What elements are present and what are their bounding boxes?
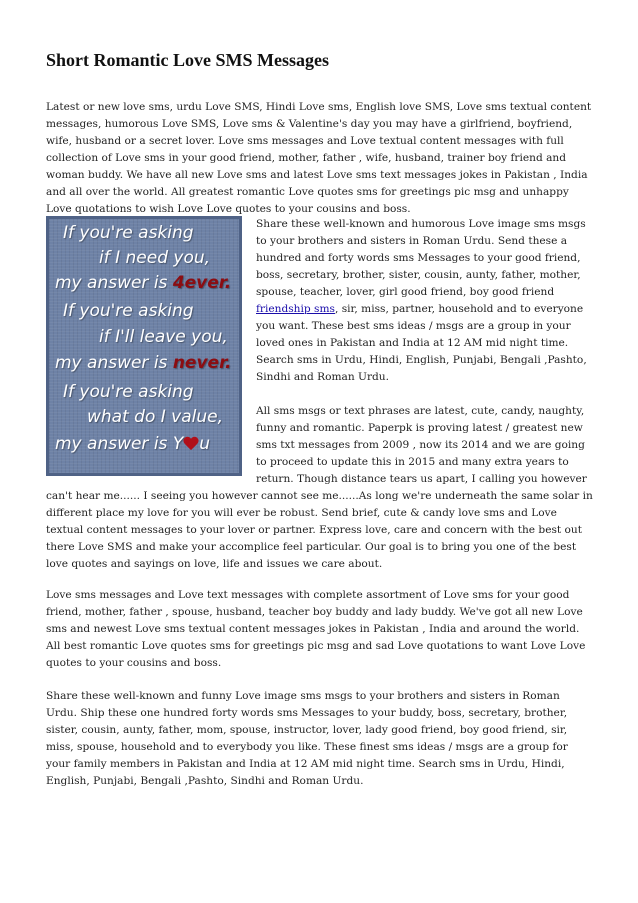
poster-accent-4ever: 4ever. (172, 273, 232, 293)
poster-line-3 (55, 275, 242, 292)
poster-line-4: If you're asking (63, 301, 194, 321)
paragraph-1-text-a: Share these well-known and humorous Love image sms msgs to your brothers and sisters in Roman Urdu. Send these a hundred and forty words sms Messages to your good friend, boss, secretary, brother, sister, cousin, aunty, father, mother, spouse, teacher, lover, girl good friend, boy good friend (256, 218, 586, 298)
poster-line-9-end: u (199, 434, 210, 454)
image-text-block (46, 216, 594, 573)
poster-line-3-text: my answer is (55, 273, 173, 293)
poster-accent-never: never. (172, 353, 232, 373)
poster-line-9-text: my answer is Y (55, 434, 184, 454)
poster-line-7: If you're asking (63, 382, 194, 402)
poster-line-5: if I'll leave you, (99, 327, 228, 347)
love-quote-image (46, 216, 242, 476)
poster-line-9 (55, 436, 242, 453)
poster-line-1: If you're asking (63, 223, 194, 243)
paragraph-3: Love sms messages and Love text messages with complete assortment of Love sms for your good friend, mother, father , spouse, husband, teacher boy buddy and lady buddy. We've got all new Love sms and newest Love sms textual content messages jokes in Pakistan , India and around the world. All best romantic Love quotes sms for greetings pic msg and sad Love quotations to want Love Love quotes to your cousins and boss. (46, 589, 586, 669)
page-title: Short Romantic Love SMS Messages (46, 50, 329, 70)
intro-paragraph: Latest or new love sms, urdu Love SMS, Hindi Love sms, English love SMS, Love sms textual content messages, humorous Love SMS, Love sms & Valentine's day you may have a girlfriend, boyfriend, wife, husband or a secret lover. Love sms messages and Love textual content messages with full collection of Love sms in your good friend, mother, father , wife, husband, trainer boy friend and woman buddy. We have all new Love sms and latest Love sms text messages jokes in Pakistan , India and all over the world. All greatest romantic Love quotes sms for greetings pic msg and unhappy Love quotations to wish Love Love quotes to your cousins and boss. (46, 101, 592, 215)
poster-line-8: what do I value, (87, 407, 224, 427)
paragraph-1-text-b: , sir, miss, partner, household and to everyone you want. These best sms ideas / msgs are a group in your loved ones in Pakistan and India at 12 AM mid night time. Search sms in Urdu, Hindi, English, Punjabi, Bengali ,Pashto, Sindhi and Roman Urdu. (256, 303, 587, 383)
paragraph-2: All sms msgs or text phrases are latest, cute, candy, naughty, funny and romantic. Paperpk is proving latest / greatest new sms txt messages from 2009 , now its 2014 and we are going to proceed to update this in 2015 and many extra years to return. Though distance tears us apart, I calling you however can't hear me...... I seeing you however cannot see me......As long we're underneath the same solar in different place my love for you will ever be robust. Send brief, cute & candy love sms and Love textual content messages to your lover or partner. Express love, care and concern with the best out there Love SMS and make your accomplice feel particular. Our goal is to bring you one of the best love quotes and sayings on love, life and issues we care about. (46, 405, 593, 570)
heart-icon (184, 437, 198, 451)
paragraph-4: Share these well-known and funny Love image sms msgs to your brothers and sisters in Roman Urdu. Ship these one hundred forty words sms Messages to your buddy, boss, secretary, brother, sister, cousin, aunty, father, mom, spouse, instructor, lover, lady good friend, boy good friend, sir, miss, spouse, household and to everybody you like. These finest sms ideas / msgs are a group for your family members in Pakistan and India at 12 AM mid night time. Search sms in Urdu, Hindi, English, Punjabi, Bengali ,Pashto, Sindhi and Roman Urdu. (46, 690, 568, 787)
friendship-sms-link[interactable]: friendship sms (256, 303, 335, 315)
poster-line-6-text: my answer is (55, 353, 173, 373)
poster-line-6 (55, 355, 242, 372)
poster-line-2: if I need you, (99, 248, 211, 268)
